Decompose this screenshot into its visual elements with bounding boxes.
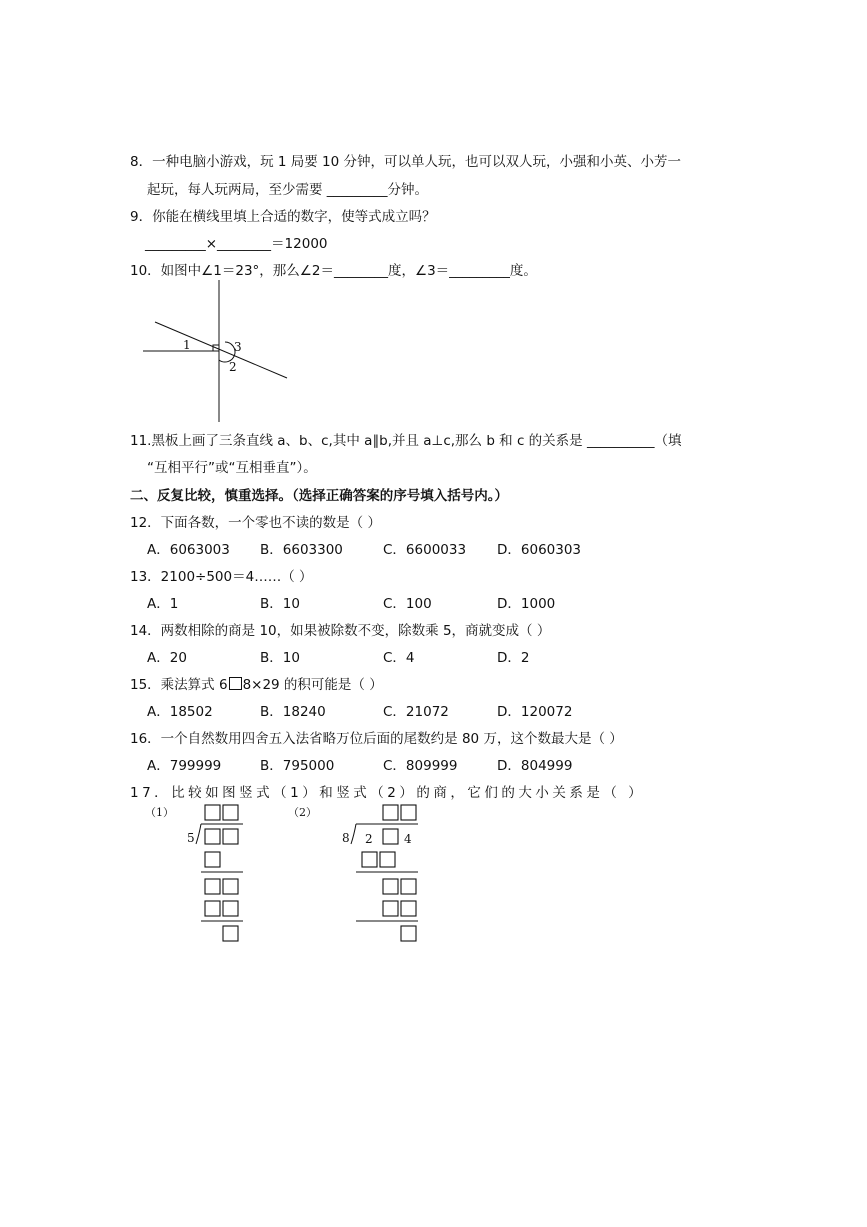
q14-stem: 14．两数相除的商是 10，如果被除数不变，除数乘 5，商就变成（ ） (130, 623, 551, 639)
q14-option-d: D．2 (497, 650, 530, 666)
digit-box (223, 879, 238, 894)
dividend-box (223, 829, 238, 844)
digit-box (362, 852, 377, 867)
quotient-box (205, 805, 220, 820)
dividend-box (383, 829, 398, 844)
blank-box (229, 677, 242, 690)
q12-option-d: D．6060303 (497, 542, 582, 558)
q8-line2: 起玩，每人玩两局，至少需要 _________分钟。 (147, 182, 429, 198)
digit-box (383, 879, 398, 894)
fig2-dividend-digit-2: 2 (365, 832, 373, 846)
q14-option-c: C．4 (383, 650, 415, 666)
fig2-label: （2） (288, 806, 317, 819)
angle-3-arc (219, 342, 235, 362)
fig1-divisor: 5 (187, 831, 195, 845)
digit-box (401, 901, 416, 916)
slanted-line (155, 322, 287, 378)
remainder-box (223, 926, 238, 941)
digit-box (401, 879, 416, 894)
fig2-dividend-digit-4: 4 (404, 832, 412, 846)
quotient-box (383, 805, 398, 820)
q15-stem (130, 673, 383, 693)
q12-option-a: A．6063003 (147, 542, 230, 558)
q16-option-d: D．804999 (497, 758, 573, 774)
q14-option-b: B．10 (260, 650, 300, 666)
q9-line1: 9．你能在横线里填上合适的数字，使等式成立吗？ (130, 209, 436, 225)
section-2-heading: 二、反复比较，慎重选择。（选择正确答案的序号填入括号内。） (130, 488, 508, 504)
q15-stem-part2: 8×29 的积可能是（ ） (242, 677, 383, 693)
long-division-figure-1 (143, 802, 253, 944)
quotient-box (401, 805, 416, 820)
q10-text: 10．如图中∠1＝23°，那么∠2＝________度，∠3＝_________度。 (130, 263, 537, 279)
q9-line2: _________×________＝12000 (145, 236, 328, 252)
q13-option-c: C．100 (383, 596, 432, 612)
fig1-label: （1） (145, 806, 174, 819)
angle-figure (143, 280, 293, 422)
q13-option-b: B．10 (260, 596, 300, 612)
q12-stem: 12．下面各数，一个零也不读的数是（ ） (130, 515, 381, 531)
angle-label-1: 1 (183, 338, 191, 352)
digit-box (205, 852, 220, 867)
q14-option-a: A．20 (147, 650, 187, 666)
remainder-box (401, 926, 416, 941)
digit-box (383, 901, 398, 916)
q11-line2: “互相平行”或“互相垂直”）。 (147, 460, 317, 476)
q8-line1: 8．一种电脑小游戏，玩 1 局要 10 分钟，可以单人玩，也可以双人玩，小强和小英、小芳一 (130, 154, 682, 170)
q15-option-b: B．18240 (260, 704, 326, 720)
digit-box (205, 901, 220, 916)
q16-option-b: B．795000 (260, 758, 335, 774)
q13-option-d: D．1000 (497, 596, 556, 612)
angle-label-3: 3 (234, 340, 242, 354)
q17-stem: 17．比较如图竖式（1）和竖式（2）的商，它们的大小关系是（ ） (130, 785, 646, 801)
q13-option-a: A．1 (147, 596, 179, 612)
long-division-figure-2 (286, 802, 426, 944)
q16-option-c: C．809999 (383, 758, 458, 774)
q12-option-c: C．6600033 (383, 542, 467, 558)
q16-stem: 16．一个自然数用四舍五入法省略万位后面的尾数约是 80 万，这个数最大是（ ） (130, 731, 623, 747)
q12-option-b: B．6603300 (260, 542, 343, 558)
fig2-divisor: 8 (342, 831, 350, 845)
digit-box (205, 879, 220, 894)
q15-option-c: C．21072 (383, 704, 449, 720)
q13-stem: 13．2100÷500＝4……（ ） (130, 569, 313, 585)
digit-box (223, 901, 238, 916)
quotient-box (223, 805, 238, 820)
digit-box (380, 852, 395, 867)
q11-line1: 11.黑板上画了三条直线 a、b、c,其中 a∥b,并且 a⊥c,那么 b 和 c 的关系是 __________（填 (130, 433, 682, 449)
q16-option-a: A．799999 (147, 758, 222, 774)
q15-option-a: A．18502 (147, 704, 213, 720)
q15-option-d: D．120072 (497, 704, 573, 720)
angle-label-2: 2 (229, 360, 237, 374)
dividend-box (205, 829, 220, 844)
q15-stem-part1: 15．乘法算式 6 (130, 677, 228, 693)
